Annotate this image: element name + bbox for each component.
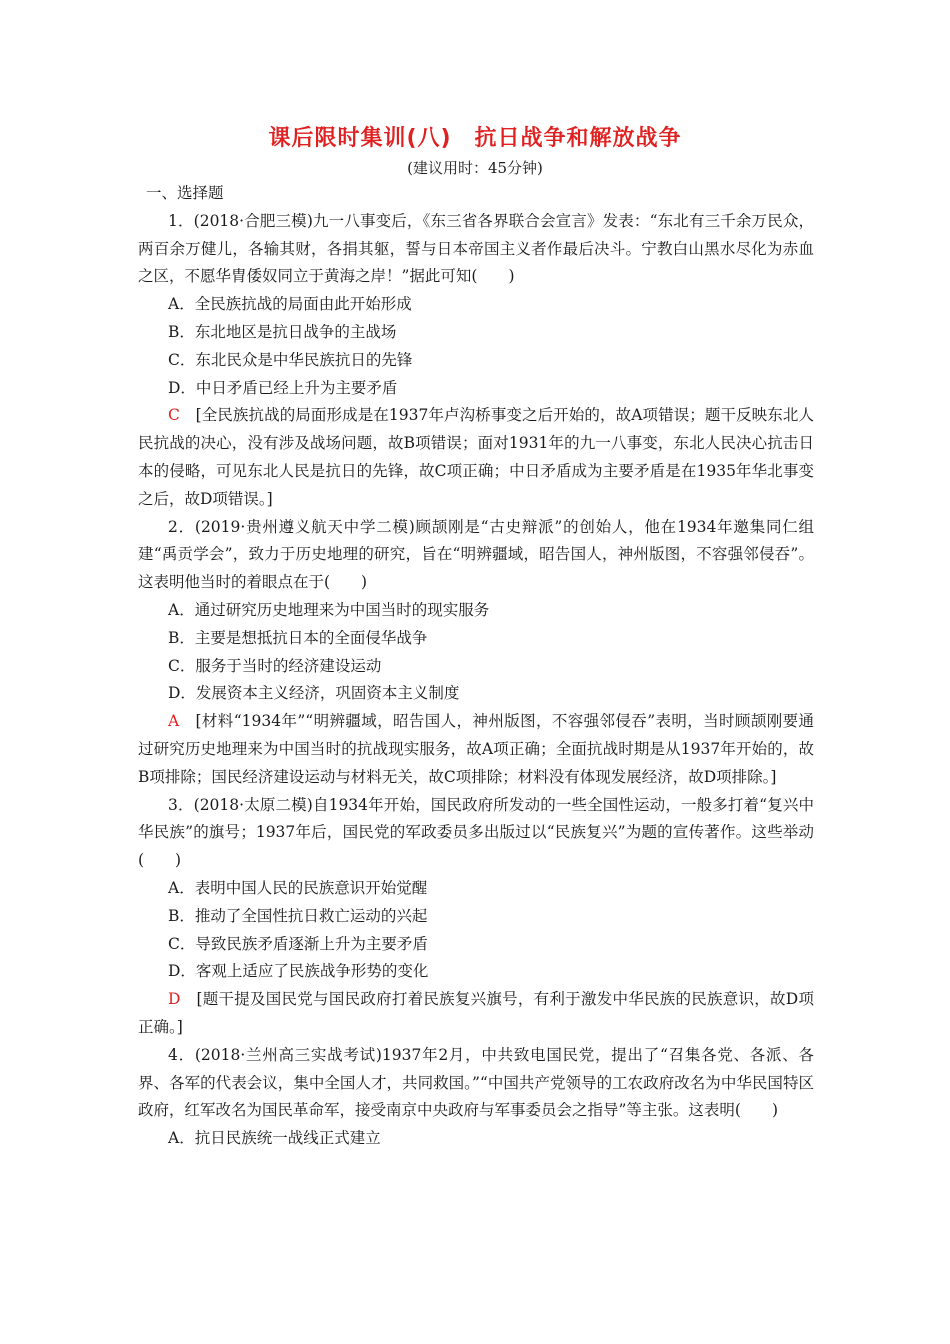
section-heading: 一、选择题: [146, 184, 224, 202]
question-1-answer-letter: C: [168, 406, 180, 425]
question-3-answer: [138, 986, 814, 1042]
question-2-option-d: D．发展资本主义经济，巩固资本主义制度: [168, 684, 460, 703]
question-2-stem: 2．(2019·贵州遵义航天中学二模)顾颉刚是“古史辩派”的创始人，他在1934年邀集同仁组建“禹贡学会”，致力于历史地理的研究，旨在“明辨疆域，昭告国人，神州版图，不容强邻侵吞”。这表明他当时的着眼点在于( ): [138, 517, 814, 592]
question-1-analysis: [全民族抗战的局面形成是在1937年卢沟桥事变之后开始的，故A项错误；题干反映东北人民抗战的决心，没有涉及战场问题，故B项错误；面对1931年的九一八事变，东北人民决心抗击日本的侵略，可见东北人民是抗日的先锋，故C项正确；中日矛盾成为主要矛盾是在1935年华北事变之后，故D项错误。]: [138, 406, 814, 508]
question-3-option-c: C．导致民族矛盾逐渐上升为主要矛盾: [168, 934, 428, 953]
suggested-time: (建议用时：45分钟): [407, 159, 543, 177]
question-1-stem: 1．(2018·合肥三模)九一八事变后，《东三省各界联合会宣言》发表：“东北有三千余万民众，两百余万健儿，各输其财，各捐其躯，誓与日本帝国主义者作最后决斗。宁教白山黑水尽化为赤血之区，不愿华胄倭奴同立于黄海之岸！”据此可知( ): [138, 211, 814, 286]
question-3-option-a: A．表明中国人民的民族意识开始觉醒: [168, 878, 428, 897]
question-1-option-d: D．中日矛盾已经上升为主要矛盾: [168, 378, 398, 397]
question-1-option-b: B．东北地区是抗日战争的主战场: [168, 322, 397, 341]
question-1-answer: [138, 402, 814, 513]
question-2-option-a: A．通过研究历史地理来为中国当时的现实服务: [168, 600, 490, 619]
question-1-option-c: C．东北民众是中华民族抗日的先锋: [168, 350, 413, 369]
question-4-stem: 4．(2018·兰州高三实战考试)1937年2月，中共致电国民党，提出了“召集各党、各派、各界、各军的代表会议，集中全国人才，共同救国。”“中国共产党领导的工农政府改名为中华民国特区政府，红军改名为国民革命军，接受南京中央政府与军事委员会之指导”等主张。这表明( ): [138, 1045, 814, 1120]
question-3-answer-letter: D: [168, 990, 181, 1009]
question-3-option-d: D．客观上适应了民族战争形势的变化: [168, 962, 429, 981]
question-3-stem: 3．(2018·太原二模)自1934年开始，国民政府所发动的一些全国性运动，一般多打着“复兴中华民族”的旗号；1937年后，国民党的军政委员多出版过以“民族复兴”为题的宣传著作。这些举动( ): [138, 795, 814, 870]
question-2-analysis: [材料“1934年”“明辨疆域，昭告国人，神州版图，不容强邻侵吞”表明，当时顾颉刚要通过研究历史地理来为中国当时的抗战现实服务，故A项正确；全面抗战时期是从1937年开始的，故B项排除；国民经济建设运动与材料无关，故C项排除；材料没有体现发展经济，故D项排除。]: [138, 712, 814, 786]
page-title: 课后限时集训(八) 抗日战争和解放战争: [268, 126, 682, 151]
exercise-content: [138, 180, 814, 1153]
question-1-option-a: A．全民族抗战的局面由此开始形成: [168, 295, 412, 314]
question-2-answer: [138, 708, 814, 791]
question-3-analysis: [题干提及国民党与国民政府打着民族复兴旗号，有利于激发中华民族的民族意识，故D项正确。]: [138, 990, 814, 1036]
question-2-option-c: C．服务于当时的经济建设运动: [168, 656, 382, 675]
question-2-option-b: B．主要是想抵抗日本的全面侵华战争: [168, 628, 428, 647]
question-2-answer-letter: A: [168, 712, 180, 731]
question-4-option-a: A．抗日民族统一战线正式建立: [168, 1129, 381, 1148]
question-3-option-b: B．推动了全国性抗日救亡运动的兴起: [168, 906, 428, 925]
